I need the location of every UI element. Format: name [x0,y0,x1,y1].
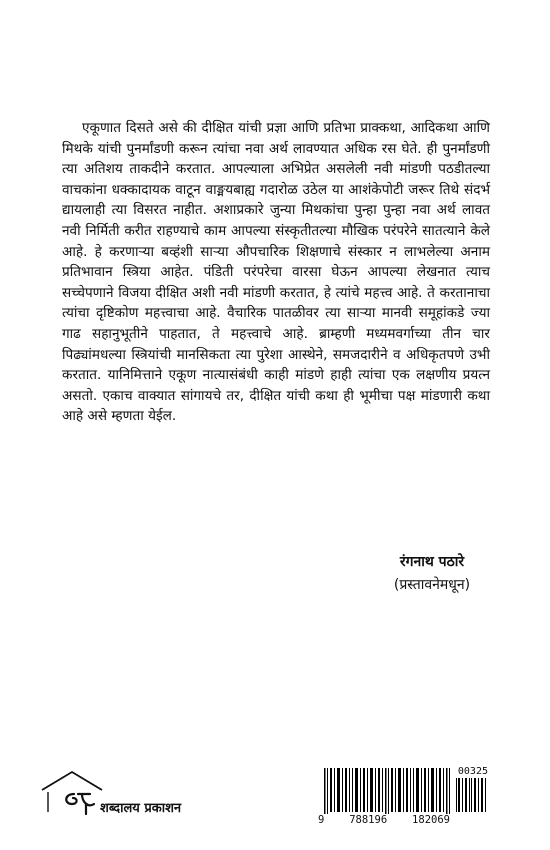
house-logo-icon [38,768,108,818]
isbn-lead-digit: 9 [318,814,325,826]
publisher-logo [38,768,208,818]
price-code: 00325 [457,766,488,777]
isbn-number [318,814,490,826]
publisher-name: शब्दालय प्रकाशन [100,801,182,816]
barcode-icon [318,766,490,816]
attribution-source: (प्रस्तावनेमधून) [393,577,471,593]
back-cover-blurb: एकूणात दिसते असे की दीक्षित यांची प्रज्ञा आणि प्रतिभा प्राक्कथा, आदिकथा आणि मिथके यांची पुनर्मांडणी करून त्यांचा नवा अर्थ लावण्यात अधिक रस घेते. ही पुनर्मांडणी त्या अतिशय ताकदीने करतात. आपल्याला अभिप्रेत असलेली नवी मांडणी पठडीतल्या वाचकांना धक्कादायक वाटून वाङ्मयबाह्य गदारोळ उठेल या आशंकेपोटी जरूर तिथे संदर्भ द्यायलाही त्या विसरत नाहीत. अशाप्रकारे जुन्या मिथकांचा पुन्हा पुन्हा नवा अर्थ लावत नवी निर्मिती करीत राहण्याचे काम आपल्या संस्कृतीतल्या मौखिक परंपरेने सातत्याने केले आहे. हे करणाऱ्या बव्हंशी साऱ्या औपचारिक शिक्षणाचे संस्कार न लाभलेल्या अनाम प्रतिभावान स्त्रिया आहेत. पंडिती परंपरेचा वारसा घेऊन आपल्या लेखनात त्याच सच्चेपणाने विजया दीक्षित अशी नवी मांडणी करतात, हे त्यांचे महत्त्व आहे. ते करतानाचा त्यांचा दृष्टिकोण महत्त्वाचा आहे. वैचारिक पातळीवर त्या साऱ्या मानवी समूहांकडे ज्या गाढ सहानुभूतीने पाहतात, ते महत्त्वाचे आहे. ब्राम्हणी मध्यमवर्गाच्या तीन चार पिढ्यांमधल्या स्त्रियांची मानसिकता त्या पुरेशा आस्थेने, समजदारीने व अधिकृतपणे उभी करतात. यानिमित्ताने एकूण नात्यासंबंधी काही मांडणे हाही त्यांचा एक लक्षणीय प्रयत्न असतो. एकाच वाक्यात सांगायचे तर, दीक्षित यांची कथा ही भूमीचा पक्ष मांडणारी कथा आहे असे म्हणता येईल. [62,120,490,425]
isbn-group-1: 788196 [349,814,388,826]
isbn-barcode [318,766,490,826]
isbn-group-2: 182069 [412,814,450,826]
author-name: रंगनाथ पठारे [399,554,465,570]
